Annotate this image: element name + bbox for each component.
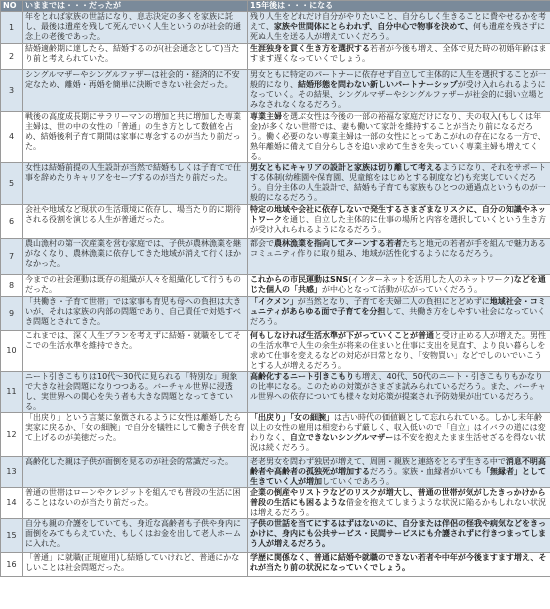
emphasis-text: 生涯独身を貫く生き方を選択する [250,44,370,53]
table-row [1,457,550,488]
future-cell [248,297,550,331]
header-now: いままでは・・・だったが [23,1,248,12]
emphasis-text: 農林漁業を指向してターンする若者 [274,239,402,248]
now-cell: 普通の世帯はローンやクレジットを組んでも普段の生活に困ることはないのが当たり前だった。 [23,488,248,519]
table-row [1,44,550,70]
body-text: たちと地元の若者が手を組んで魅力あるコミュニティ作りに取り組み、地域が活性化するようになるだろう。 [250,239,546,258]
table-row [1,205,550,239]
emphasis-text: 結婚形態を問わない新しいパートナーシップ [298,80,458,89]
emphasis-text: 学歴に関係なく、普通に結婚や就職のできない若者や中年が今後ますます増え、それが当たり前の状況になっていくでしょう。 [250,553,547,572]
table-row [1,239,550,275]
table-row [1,163,550,205]
table-row [1,413,550,457]
emphasis-text: 専業主婦 [250,112,282,121]
future-cell [248,44,550,70]
header-future: 15年後は・・・になる [248,1,550,12]
emphasis-text: 企業の倒産やリストラなどのリスクが増大し、普通の世帯が気がしたきっかけから普段の生活にも困るような [250,488,546,507]
now-cell: 戦後の高度成長期にサラリーマンの増加と共に増加した専業主婦は、世の中の女性の「普通」の生き方として数値を占め、結婚後利子育て期間は家事に専念するのが当たり前だった。 [23,112,248,163]
body-text: が受け入れられるようになっていく。その結果、シングルマザーやシングルファザーが社会的に弱い立場とみなされなくなるだろう。 [250,80,546,109]
future-cell [248,457,550,488]
now-cell: 自分も親の介護をしていても、身近な高齢者も子供や身内に面倒をみてもらえていた、もしくはお金を出して老人ホームに入れた。 [23,519,248,553]
now-cell: 「出戻り」という言葉に象徴されるように女性は離婚したら実家に戻るか、「女の細腕」で自分を犠牲にして働き子供を育て上げるのが美徳だった。 [23,413,248,457]
body-text: は不安を抱えたまま生活せざるを得ない状況は続くだろう。 [250,433,546,452]
future-cell [248,12,550,44]
row-number: 3 [1,70,23,112]
future-cell [248,163,550,205]
body-text: (インターネットを活用した人のネットワーク) [348,275,514,284]
table-row [1,70,550,112]
now-cell: 年をとれば家族の世話になり、息志決定の多くを家族に託し、最後は遺産を残して死んでいく人生というのが社会的通念上の老後であった。 [23,12,248,44]
body-text: して、共働き方をしやすい社会になっていくだろう。 [250,307,546,326]
row-number: 13 [1,457,23,488]
emphasis-text: 地域社会・コミュニティがあらゆる面で子育てを分担 [250,297,546,316]
emphasis-text: 自立できないシングルマザー [289,433,394,442]
row-number: 5 [1,163,23,205]
table-row [1,112,550,163]
body-text: が中心となって活動が広がっていくだろう。 [322,285,482,294]
future-cell [248,413,550,457]
row-number: 8 [1,275,23,297]
table-row [1,519,550,553]
body-text: していくであろう。 [322,477,394,486]
row-number: 15 [1,519,23,553]
emphasis-text: 「出戻り」「女の細腕」 [250,413,334,422]
emphasis-text: 家族や世間体にとらわれず、自分中心で物事を決めて、 [273,22,474,31]
row-number: 12 [1,413,23,457]
emphasis-text: 男女ともにキャリアの設計と家族は切り離して考える [250,163,442,172]
body-text: も増え、40代、50代のニート・引きこもりもかなりの比率になる。このための対策がさまざま試みられているだろう。また、バーチャル世界への依存についても様々な対応策が提案され予防効果が出ているだろう。 [250,372,546,401]
future-cell [248,488,550,519]
emphasis-text: 「イクメン」 [250,297,298,306]
now-cell: 女性は結婚前提の人生設計が当然で結婚もしくは子育てで仕事を辞めたりキャリアをセーブするのが当たり前だった。 [23,163,248,205]
future-cell [248,275,550,297]
table-row [1,488,550,519]
now-cell: これまでは、深く人生プランを考えずに結婚・就職をしてそこでの生活水準を維持できた。 [23,331,248,372]
emphasis-text: 「無縁者」として生きていく人が増加 [250,467,546,486]
table-row [1,372,550,413]
row-number: 1 [1,12,23,44]
future-cell [248,205,550,239]
body-text: 若者が今後も増え、全体で見た時の初婚年齢はますます遅くなっていくでしょう。 [250,44,547,63]
row-number: 2 [1,44,23,70]
row-number: 7 [1,239,23,275]
emphasis-text: 何もしなければ生活水準が下がっていくことが普通 [250,331,434,340]
body-text: が当然となり、子育てを夫婦二人の負担にとどめずに [297,297,490,306]
body-text: 都会で [250,239,274,248]
row-number: 6 [1,205,23,239]
emphasis-text: これからの市民運動はSNS [250,275,349,284]
now-cell: 会社や地域など現状の生活環境に依存し、場当たり的に期待される役割を演じる人生が普通だった。 [23,205,248,239]
body-text: だろう。家族・血縁者がいても [370,467,482,476]
row-number: 14 [1,488,23,519]
row-number: 9 [1,297,23,331]
body-text: ようになり、それをサポートする体制(幼稚園や保育園、児童館をはじめとする制度など)も充実していくだろう。自分主体の人生設計で、結婚も子育ても家族もひとつの通過点というものが一般的になるだろう。 [250,163,546,202]
table-row [1,553,550,577]
future-cell [248,70,550,112]
body-text: を選ぶ女性は今後の一部の裕福な家庭だけになり、夫の収入(もしくは年金)が多くない世帯では、妻も働いて家計を維持することが当たり前になるだろう。働く必要のない専業主婦は一部の女性にとってあこがれの存在になる一方で、熟年離婚に備えて自分らしさを追い求めて生きを失っていく専業主婦も増えてくる。 [250,112,546,161]
now-cell: 今までの社会運動は既存の組織が人々を組織化して行うものだった。 [23,275,248,297]
body-text: を通じ、自立した主体的に仕事の場所と内容を選択していくという生き方が受け入れられるようになるだろう。 [250,215,546,234]
body-text: 借金を抱えてしまうような状況に陥るかもしれない状況は増えるだろう。 [250,498,546,517]
row-number: 16 [1,553,23,577]
table-body [1,12,550,577]
now-cell: シングルマザーやシングルファザーは社会的・経済的に不安定なため、離婚・再婚を簡単に決断できない社会だった。 [23,70,248,112]
future-cell [248,331,550,372]
future-cell [248,239,550,275]
emphasis-text: 消息不明高齢者や高齢者の孤独死が増加する [250,457,546,476]
now-cell: 高齢化した親は子供が面倒を見るのが社会的常識だった。 [23,457,248,488]
emphasis-text: 特定の地域や会社に依存しないで発生するさまざまなリスクに、自分の知識やネットワーク [250,205,546,224]
header-no: NO [1,1,23,12]
now-cell: ニート引きこもりは10代〜30代に見られる「特別な」現象で大きな社会問題になりつつある。バーチャル世界に浸透し、実世界への関心を失う者も大きな問題となってきている。 [23,372,248,413]
table-row [1,12,550,44]
now-cell: 「共働き・子育て世帯」では家事も育児も母への負担は大きいが、それは家族の内部の問題であり、自己責任で対処すべき問題とされてきた。 [23,297,248,331]
body-text: 残り人生をどれだけ自分がやりたいこと、自分らしく生きることに費やせるかを考えて、 [250,12,546,31]
body-text: 男女ともに特定のパートナーに依存せず自立して主体的に人生を選択することが一般的になり、 [250,70,546,89]
now-cell: 結婚適齢期に達したら、結婚するのが(社会通念として)当たり前と考えられていた。 [23,44,248,70]
table-row [1,297,550,331]
body-text: は古い時代の価値観として忘れられている。しかし未年齢以上の女性の雇用は相変わらず厳しく、収入低いので「自立」はイバラの道には変わりなく、 [250,413,546,442]
emphasis-text: 子供の世話を当てにするはずはないのに、自分または伴侶の怪我や病気などをきっかけに、身内にも公共サービス・民間サービスにも介護されずに行きつまってしまう人が増えるだろう。 [250,519,546,548]
table-row [1,275,550,297]
body-text: 老老男女を問わず独居が増えて、周囲・親族と連絡をとらず生きる中で [250,457,506,466]
future-cell [248,372,550,413]
future-cell [248,553,550,577]
body-text: と受け止める人が増えた。男性の生活水準で人生の余生が将来の住まいと仕事に支出を見直す、より良い暮らしを求めて仕事を変えるなどの対応が日常となり、「安物買い」などでしのいでいこうとする人が増えるだろう。 [250,331,546,370]
row-number: 11 [1,372,23,413]
now-cell: 農山漁村の第一次産業を営む家庭では、子供が農林漁業を継がなくなり、農林漁業に依存してきた地域が消えて行くほかなかった。 [23,239,248,275]
future-cell [248,112,550,163]
header-row [1,1,550,12]
future-cell [248,519,550,553]
table-row [1,331,550,372]
row-number: 4 [1,112,23,163]
body-text: 何も遺産を残さずに死ぬ人生を送る人が増えていくだろう。 [250,22,546,41]
row-number: 10 [1,331,23,372]
emphasis-text: などを通じた個人の「共感」 [250,275,546,294]
emphasis-text: 高齢化するニート引きこもり [250,372,354,381]
now-cell: 「普通」に就職(正規雇用)し結婚していけれど、普通にかなしいことは社会問題だった。 [23,553,248,577]
